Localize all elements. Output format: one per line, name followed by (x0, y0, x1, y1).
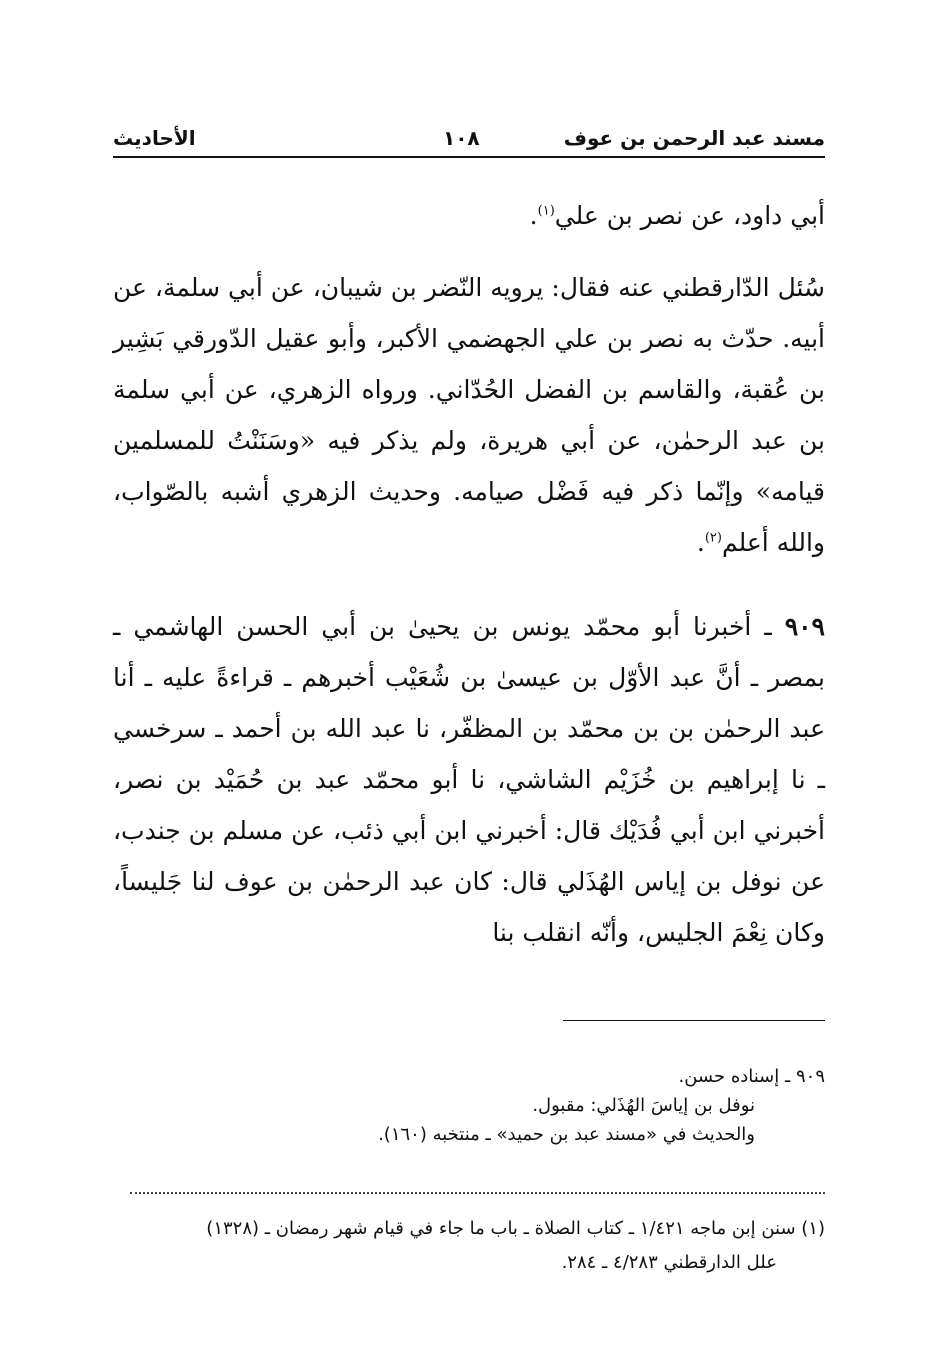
paragraph-text: سُئل الدّارقطني عنه فقال: يرويه النّضر بن شيبان، عن أبي سلمة، عن أبيه. حدّث به نصر بن علي الجهضمي الأكبر، وأبو عقيل الدّورقي بَشِير بن عُقبة، والقاسم بن الفضل الحُدّاني. ورواه الزهري، عن أبي سلمة بن عبد الرحمٰن، عن أبي هريرة، ولم يذكر فيه «وسَنَنْتُ للمسلمين قيامه» وإنّما ذكر فيه فَضْل صيامه. وحديث الزهري أشبه بالصّواب، والله أعلم (113, 273, 825, 557)
paragraph-text: أبي داود، عن نصر بن علي (554, 201, 825, 230)
footnotes (113, 1212, 825, 1280)
note-line: ٩٠٩ ـ إسناده حسن. (678, 1066, 825, 1087)
hadith-text: ـ أخبرنا أبو محمّد يونس بن يحيىٰ بن أبي الحسن الهاشمي ـ بمصر ـ أنَّ عبد الأوّل بن عيسىٰ بن شُعَيْب أخبرهم ـ قراءةً عليه ـ أنا عبد الرحمٰن بن بن محمّد بن المظفّر، نا عبد الله بن أحمد ـ سرخسي ـ نا إبراهيم بن خُزَيْم الشاشي، نا أبو محمّد عبد بن حُمَيْد بن نصر، أخبرني ابن أبي فُدَيْك قال: أخبرني ابن أبي ذئب، عن مسلم بن جندب، عن نوفل بن إياس الهُذَلي قال: كان عبد الرحمٰن بن عوف لنا جَليساً، وكان نِعْمَ الجليس، وأنّه انقلب بنا (112, 612, 825, 947)
notes-separator (563, 1020, 825, 1021)
footnote-ref-2: (٢) (704, 530, 722, 546)
paragraph-end: . (529, 201, 538, 230)
header-rule (113, 156, 825, 158)
paragraph-continuation (113, 190, 825, 241)
page-number: ١٠٨ (443, 126, 480, 150)
note-line: والحديث في «مسند عبد بن حميد» ـ منتخبه (١٦٠). (378, 1124, 755, 1145)
footnote-separator (130, 1192, 825, 1194)
paragraph-end: . (696, 528, 705, 557)
hadith-notes (225, 1062, 825, 1149)
footnote-ref-1: (١) (537, 203, 555, 219)
book-title: مسند عبد الرحمن بن عوف (563, 126, 825, 150)
running-head (113, 118, 825, 158)
section-title: الأحاديث (113, 126, 196, 150)
daraqutni-paragraph (113, 262, 825, 568)
note-line: نوفل بن إياسَ الهُذَلي: مقبول. (532, 1095, 755, 1116)
footnote-line: (١) سنن إبن ماجه ١/٤٢١ ـ كتاب الصلاة ـ باب ما جاء في قيام شهر رمضان ـ (١٣٢٨) (206, 1218, 825, 1239)
hadith-paragraph (113, 601, 825, 958)
hadith-number: ٩٠٩ (784, 612, 825, 641)
footnote-line: علل الدارقطني ٤/٢٨٣ ـ ٢٨٤. (561, 1252, 777, 1273)
